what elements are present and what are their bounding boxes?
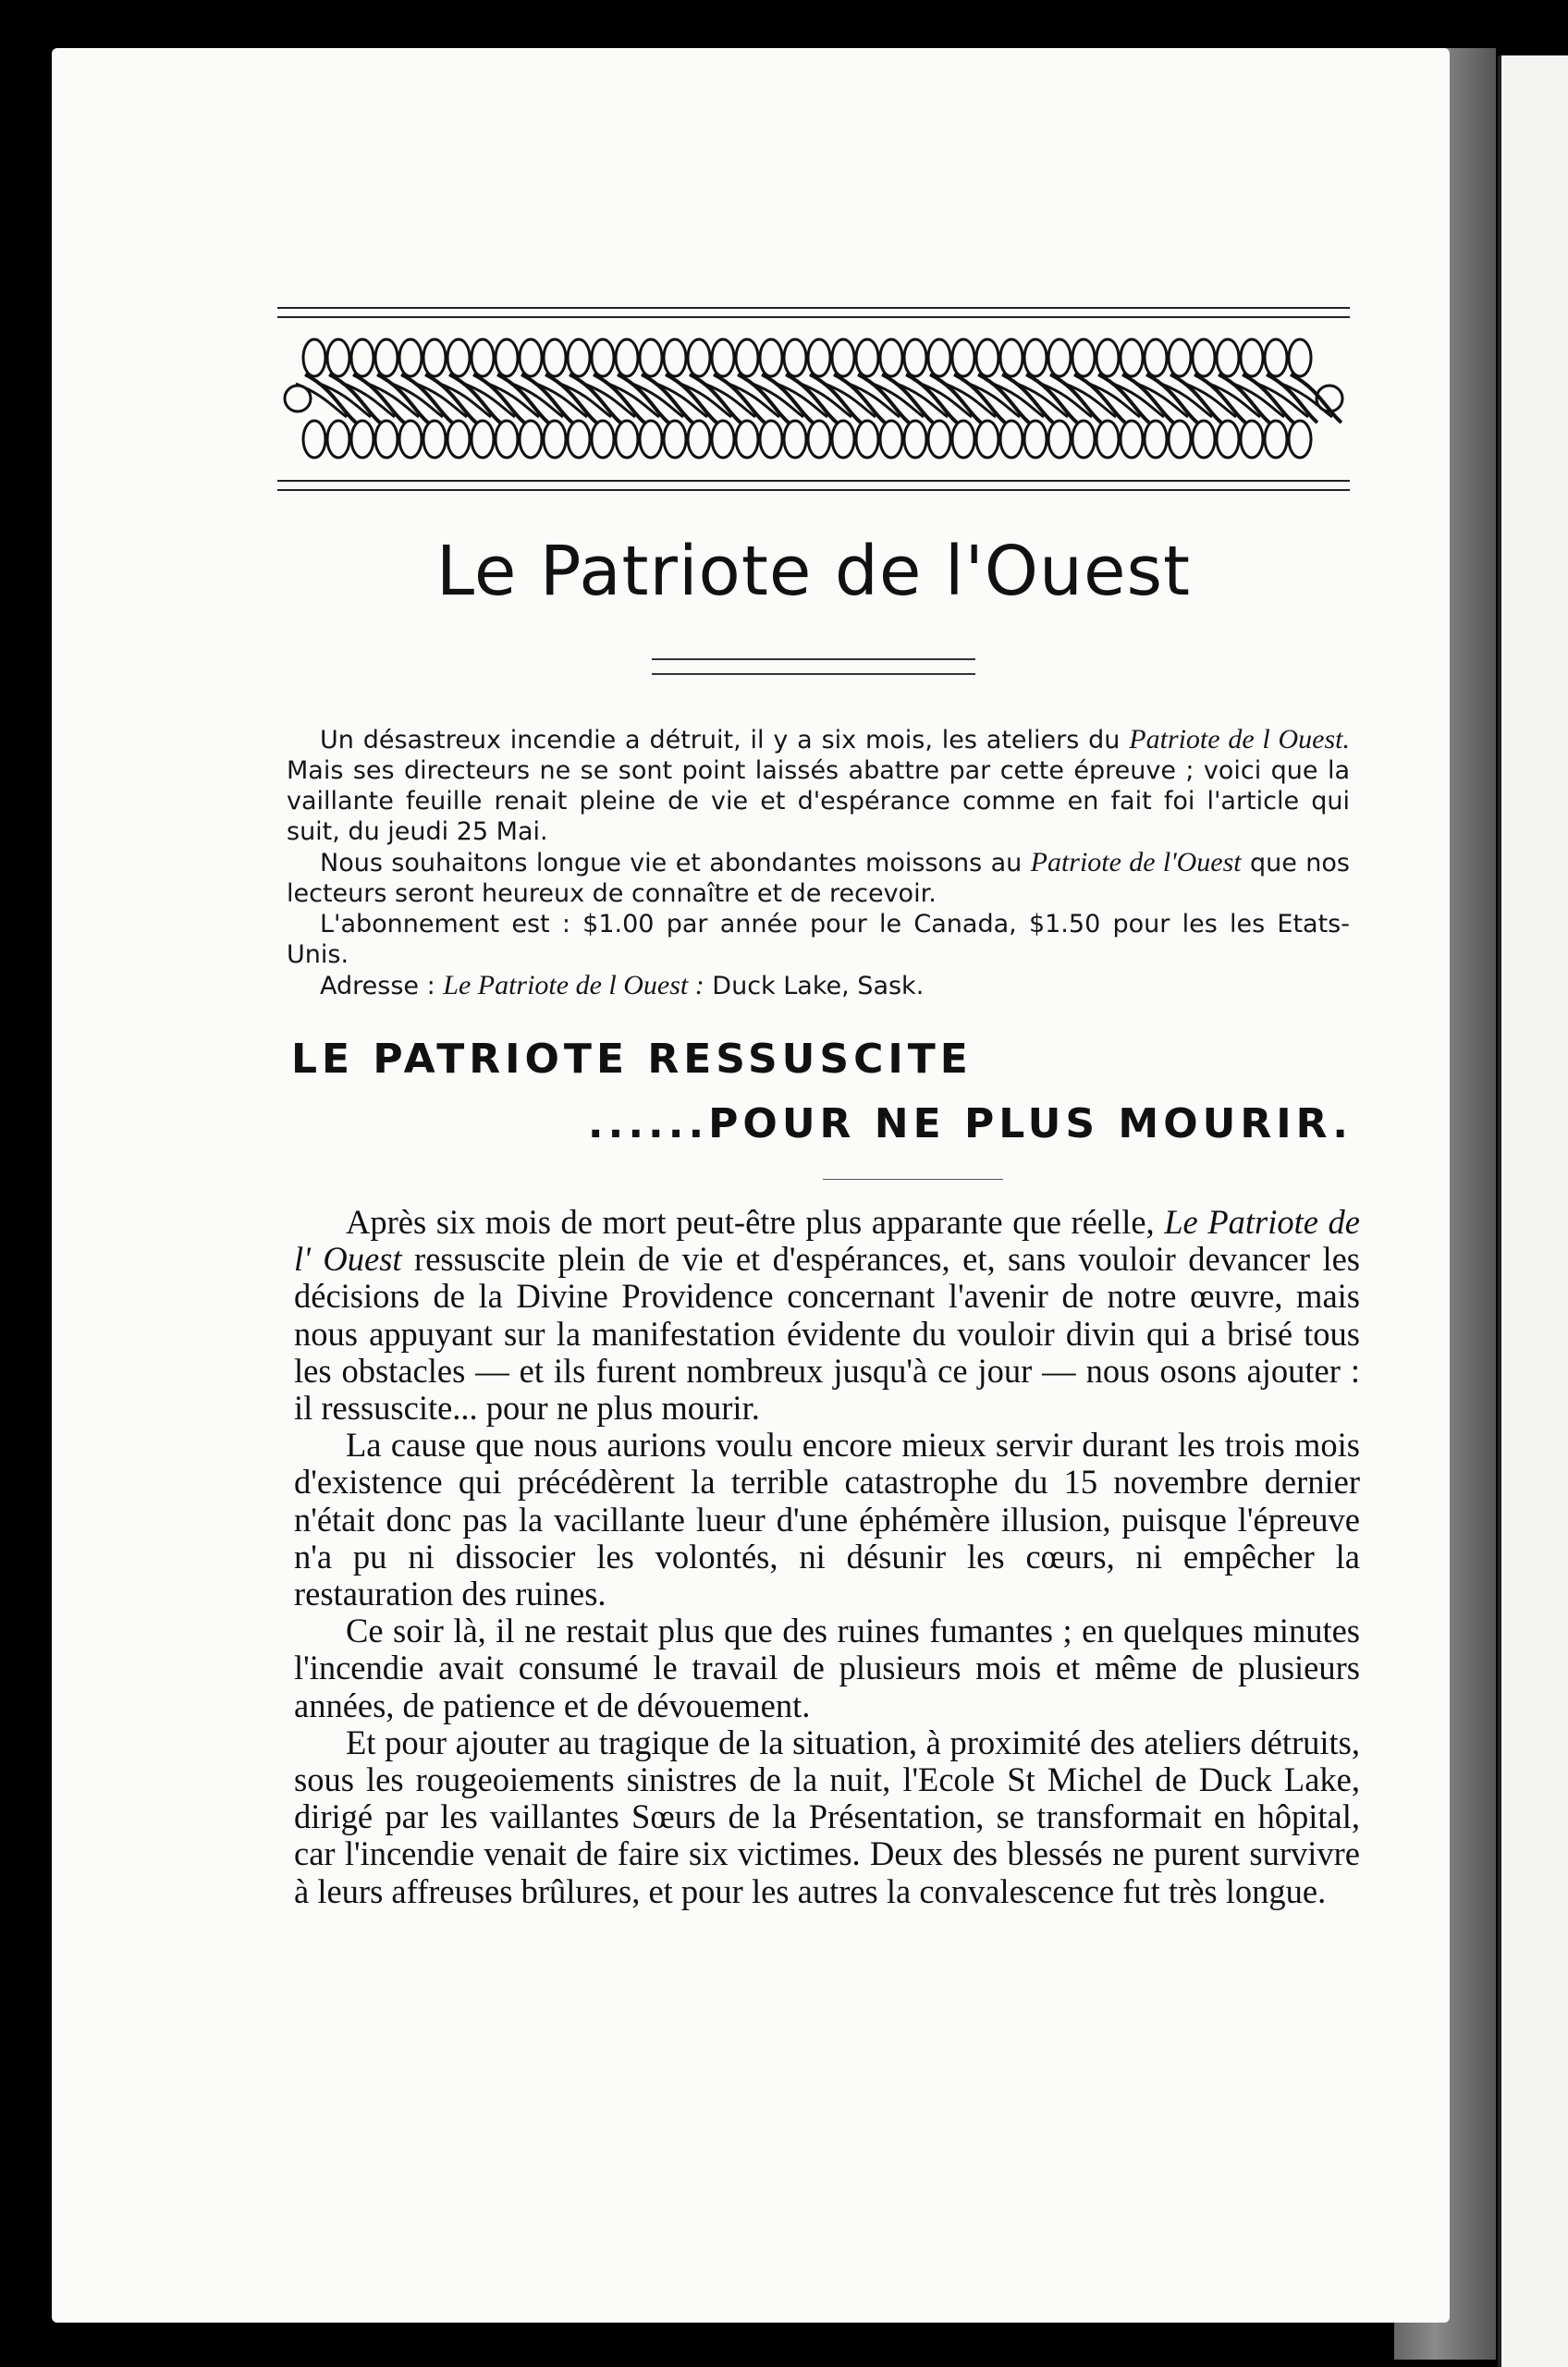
ornament-loop-lower — [616, 421, 638, 458]
ornament-loop-upper — [808, 339, 830, 376]
ornament-diagonal-stroke — [296, 384, 347, 417]
ornament-loop-upper — [1289, 339, 1311, 376]
ornament-loop-lower — [664, 421, 686, 458]
ornament-loop-upper — [375, 339, 398, 376]
intro-paragraph-1 — [287, 724, 1350, 847]
ornament-loop-upper — [496, 339, 518, 376]
ornament-loop-upper — [1072, 339, 1095, 376]
article-body — [294, 1204, 1360, 1910]
ornament-loop-lower — [447, 421, 470, 458]
article-heading-line-2: ......POUR NE PLUS MOURIR. — [587, 1100, 1353, 1147]
ornament-loop-upper — [1096, 339, 1119, 376]
ornament-loop-upper — [303, 339, 325, 376]
body-p1-italic: Le Patriote de l' Ouest — [294, 1203, 1360, 1279]
intro-p2-text-a: Nous souhaitons longue vie et abondantes moissons au — [320, 849, 1031, 877]
ornament-loop-lower — [327, 421, 349, 458]
ornament-loop-upper — [712, 339, 734, 376]
decorative-ornament-band — [277, 254, 1350, 495]
intro-p4-text-b: Duck Lake, Sask. — [704, 972, 925, 1000]
ornament-loop-lower — [496, 421, 518, 458]
ornament-loop-lower — [712, 421, 734, 458]
heading-separator — [823, 1179, 1003, 1180]
intro-p4-text-a: Adresse : — [320, 972, 444, 1000]
intro-paragraph-4 — [287, 970, 1350, 1001]
ornament-loop-lower — [520, 421, 542, 458]
ornament-loop-lower — [568, 421, 590, 458]
adjacent-page-edge — [1498, 55, 1568, 2367]
intro-p2-text-b: que nos lecteurs seront heureux de connaître et de recevoir. — [287, 849, 1350, 908]
intro-paragraph-2 — [287, 847, 1350, 909]
ornament-loop-upper — [1169, 339, 1191, 376]
body-p1-text-a: Après six mois de mort peut-être plus apparante que réelle, — [346, 1203, 1165, 1241]
ornament-loop-lower — [1193, 421, 1215, 458]
ornament-loop-upper — [1121, 339, 1143, 376]
ornament-loop-lower — [928, 421, 950, 458]
ornament-loop-lower — [1241, 421, 1263, 458]
ornament-loop-lower — [1096, 421, 1119, 458]
ornament-loop-upper — [976, 339, 998, 376]
title-underline-top — [652, 658, 975, 660]
ornament-loop-lower — [1048, 421, 1071, 458]
ornament-loop-lower — [688, 421, 710, 458]
body-paragraph-1 — [294, 1204, 1360, 1427]
ornament-loop-upper — [1241, 339, 1263, 376]
ornament-loop-upper — [736, 339, 758, 376]
ornament-loop-lower — [952, 421, 974, 458]
ornament-loop-upper — [616, 339, 638, 376]
ornament-loop-upper — [928, 339, 950, 376]
intro-p1-text-b: Mais ses directeurs ne se sont point laissés abattre par cette épreuve ; voici que la vaillante feuille renait pleine de vie et d'espérance comme en fait foi l'article qui suit, du jeudi 25 Mai. — [287, 756, 1350, 846]
ornament-loop-upper — [472, 339, 494, 376]
intro-p1-text-a: Un désastreux incendie a détruit, il y a six mois, les ateliers du — [320, 726, 1130, 754]
ornament-loop-lower — [472, 421, 494, 458]
ornament-loop-lower — [784, 421, 806, 458]
ornament-loop-upper — [351, 339, 374, 376]
body-p1-text-b: ressuscite plein de vie et d'espérances, et, sans vouloir devancer les décisions de la Divine Providence concernant l'avenir de notre œuvre, mais nous appuyant sur la manifestation évidente du vouloir divin qui a brisé tous les obstacles — et ils furent nombreux jusqu'à ce jour — nous osons ajouter : il ressuscite... pour ne plus mourir. — [294, 1240, 1360, 1428]
body-paragraph-3: Ce soir là, il ne restait plus que des ruines fumantes ; en quelques minutes l'incendie avait consumé le travail de plusieurs mois et même de plusieurs années, de patience et de dévouement. — [294, 1612, 1360, 1724]
ornament-loop-upper — [423, 339, 446, 376]
ornament-loop-upper — [399, 339, 422, 376]
ornament-loop-upper — [544, 339, 566, 376]
ornament-loop-lower — [904, 421, 926, 458]
ornament-loop-upper — [904, 339, 926, 376]
ornament-loop-upper — [1217, 339, 1239, 376]
ornament-loop-lower — [808, 421, 830, 458]
intro-notice — [287, 724, 1350, 1001]
ornament-loop-upper — [1024, 339, 1047, 376]
ornament-loop-upper — [327, 339, 349, 376]
ornament-loop-upper — [832, 339, 854, 376]
ornament-end-curl-left — [285, 386, 311, 411]
ornament-loop-lower — [592, 421, 614, 458]
body-paragraph-2: La cause que nous aurions voulu encore mieux servir durant les trois mois d'existence qui précédèrent la terrible catastrophe du 15 novembre dernier n'était donc pas la vacillante lueur d'une éphémère illusion, puisque l'épreuve n'a pu ni dissocier les volontés, ni désunir les cœurs, ni empêcher la restauration des ruines. — [294, 1426, 1360, 1613]
ornament-loop-upper — [1000, 339, 1023, 376]
ornament-loop-lower — [1265, 421, 1287, 458]
ornament-loop-upper — [568, 339, 590, 376]
ornament-loop-lower — [1169, 421, 1191, 458]
ornament-loop-lower — [1289, 421, 1311, 458]
ornament-loop-upper — [856, 339, 878, 376]
ornament-loop-lower — [351, 421, 374, 458]
ornament-loop-lower — [1024, 421, 1047, 458]
ornament-loop-lower — [1121, 421, 1143, 458]
ornament-loop-upper — [640, 339, 662, 376]
ornament-loop-upper — [664, 339, 686, 376]
ornament-loop-lower — [1000, 421, 1023, 458]
ornament-loop-upper — [1193, 339, 1215, 376]
ornament-loop-lower — [976, 421, 998, 458]
ornament-loop-lower — [1145, 421, 1167, 458]
ornament-loop-lower — [640, 421, 662, 458]
ornament-loop-upper — [784, 339, 806, 376]
ornament-loop-upper — [760, 339, 782, 376]
ornament-loop-lower — [736, 421, 758, 458]
body-paragraph-4: Et pour ajouter au tragique de la situation, à proximité des ateliers détruits, sous les rougeoiements sinistres de la nuit, l'Ecole St Michel de Duck Lake, dirigé par les vaillantes Sœurs de la Présentation, se transformait en hôpital, car l'incendie venait de faire six victimes. Deux des blessés ne purent survivre à leurs affreuses brûlures, et pour les autres la convalescence fut très longue. — [294, 1723, 1360, 1910]
intro-p1-italic: Patriote de l Ouest. — [1129, 724, 1350, 754]
adjacent-page-border — [1498, 55, 1501, 2367]
ornament-loop-lower — [832, 421, 854, 458]
ornament-loop-upper — [952, 339, 974, 376]
ornament-loop-lower — [399, 421, 422, 458]
ornament-loop-upper — [520, 339, 542, 376]
ornament-loop-lower — [760, 421, 782, 458]
ornament-loop-upper — [1048, 339, 1071, 376]
ornament-loop-lower — [544, 421, 566, 458]
ornament-svg — [277, 254, 1350, 495]
ornament-loop-upper — [447, 339, 470, 376]
ornament-loop-lower — [1217, 421, 1239, 458]
intro-paragraph-3: L'abonnement est : $1.00 par année pour le Canada, $1.50 pour les les Etats-Unis. — [287, 910, 1350, 969]
ornament-loop-lower — [423, 421, 446, 458]
ornament-loop-upper — [1145, 339, 1167, 376]
intro-p2-italic: Patriote de l'Ouest — [1030, 847, 1242, 877]
ornament-loop-lower — [880, 421, 902, 458]
ornament-loop-upper — [688, 339, 710, 376]
title-underline-bottom — [652, 673, 975, 675]
article-heading-line-1: LE PATRIOTE RESSUSCITE — [291, 1036, 973, 1083]
page-title: Le Patriote de l'Ouest — [435, 532, 1192, 611]
ornament-loop-upper — [880, 339, 902, 376]
ornament-loop-lower — [856, 421, 878, 458]
ornament-loop-lower — [303, 421, 325, 458]
ornament-loop-lower — [1072, 421, 1095, 458]
intro-p4-italic: Le Patriote de l Ouest : — [443, 970, 704, 1000]
ornament-loop-upper — [592, 339, 614, 376]
ornament-loop-upper — [1265, 339, 1287, 376]
ornament-loop-lower — [375, 421, 398, 458]
